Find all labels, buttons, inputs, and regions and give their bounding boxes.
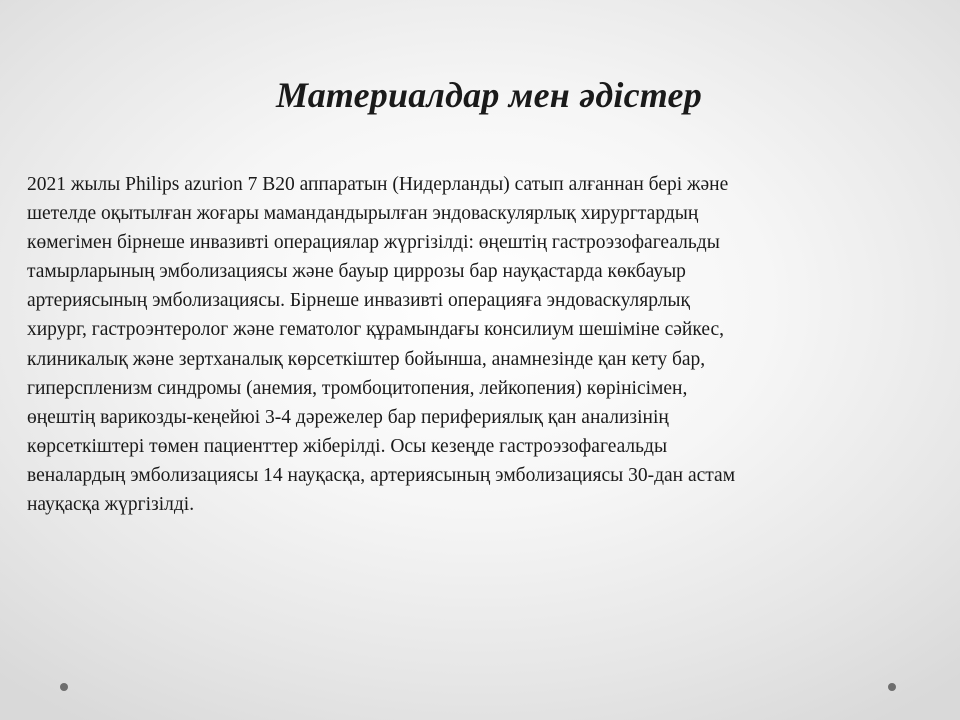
body-line: көмегімен бірнеше инвазивті операциялар жүргізілді: өңештің гастроэзофагеальды bbox=[27, 232, 720, 254]
decorative-dot-left bbox=[60, 683, 68, 691]
decorative-dot-right bbox=[888, 683, 896, 691]
body-line: тамырларының эмболизациясы және бауыр циррозы бар науқастарда көкбауыр bbox=[27, 261, 686, 283]
body-line: науқасқа жүргізілді. bbox=[27, 494, 195, 516]
body-line: көрсеткіштері төмен пациенттер жіберілді. Осы кезеңде гастроэзофагеальды bbox=[27, 435, 668, 457]
body-line: гиперспленизм синдромы (анемия, тромбоцитопения, лейкопения) көрінісімен, bbox=[27, 377, 688, 399]
body-line: шетелде оқытылған жоғары мамандандырылған эндоваскулярлық хирургтардың bbox=[27, 203, 699, 225]
body-text bbox=[27, 170, 927, 519]
body-line: 2021 жылы Philips azurion 7 В20 аппаратын (Нидерланды) сатып алғаннан бері және bbox=[27, 174, 729, 195]
body-line: артериясының эмболизациясы. Бірнеше инвазивті операцияға эндоваскулярлық bbox=[27, 290, 690, 312]
body-line: клиникалық және зертханалық көрсеткіштер бойынша, анамнезінде қан кету бар, bbox=[27, 348, 706, 370]
body-line: өңештің варикозды-кеңейюі 3-4 дәрежелер бар перифериялық қан анализінің bbox=[27, 406, 669, 428]
body-line: веналардың эмболизациясы 14 науқасқа, артериясының эмболизациясы 30-дан астам bbox=[27, 464, 736, 486]
slide-title: Материалдар мен әдістер bbox=[276, 75, 702, 115]
body-line: хирург, гастроэнтеролог және гематолог құрамындағы консилиум шешіміне сәйкес, bbox=[27, 319, 724, 341]
